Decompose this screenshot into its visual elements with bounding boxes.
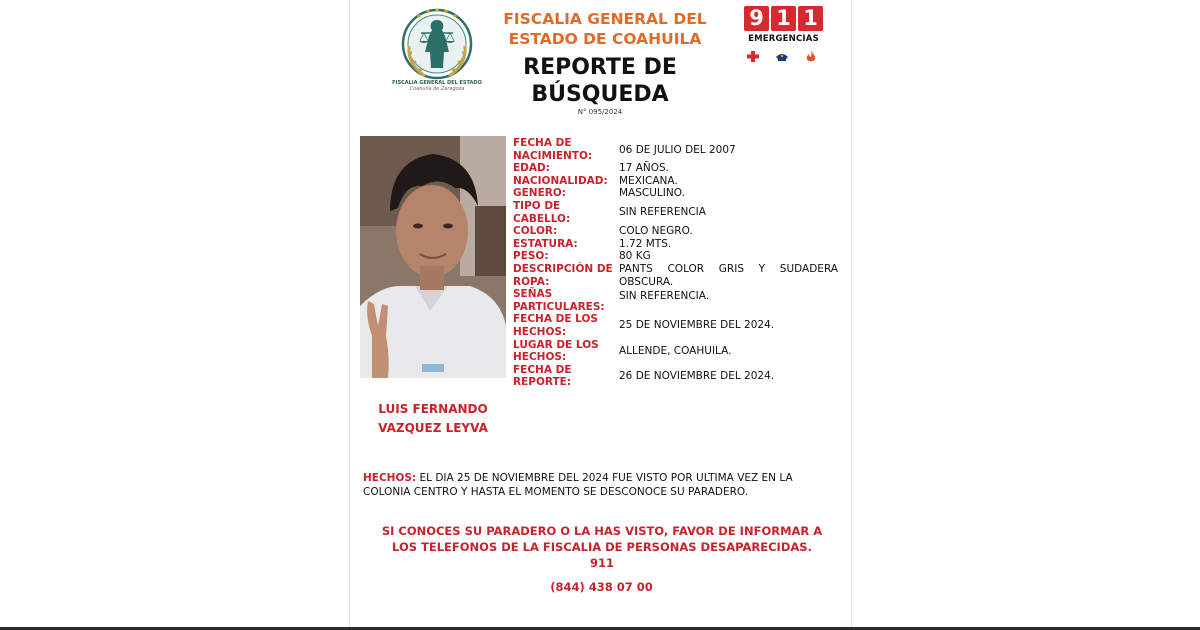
report-title-line1: REPORTE DE: [523, 55, 677, 80]
emergency-icons: [744, 47, 820, 58]
detail-label: DESCRIPCIÓN DE ROPA:: [513, 262, 613, 288]
detail-row-report-date: [513, 364, 838, 389]
detail-row-nationality: [513, 175, 838, 188]
detail-value: MEXICANA.: [619, 174, 678, 187]
missing-person-flyer: [349, 0, 852, 630]
detail-label: GENERO:: [513, 187, 566, 200]
person-details: [513, 137, 838, 389]
contact-appeal: [362, 523, 842, 571]
detail-value: ALLENDE, COAHUILA.: [619, 344, 732, 357]
detail-value: 80 KG: [619, 250, 651, 263]
facts-paragraph: [363, 471, 843, 499]
person-photo: [360, 136, 506, 378]
person-name-line1: LUIS FERNANDO: [378, 402, 488, 416]
report-title-line2: BÚSQUEDA: [531, 82, 669, 107]
detail-value: 25 DE NOVIEMBRE DEL 2024.: [619, 319, 775, 332]
detail-label: FECHA DE REPORTE:: [513, 363, 572, 389]
agency-name-line1: FISCALIA GENERAL DEL: [503, 10, 707, 28]
person-name: [350, 400, 516, 438]
report-title: [500, 54, 700, 108]
detail-row-gender: [513, 187, 838, 200]
detail-label: FECHA DE LOS HECHOS:: [513, 313, 598, 338]
detail-row-clothing: [513, 263, 838, 288]
detail-label: SEÑAS PARTICULARES:: [513, 288, 605, 313]
emergency-digits: [744, 6, 824, 31]
detail-label: NACIONALIDAD:: [513, 174, 608, 187]
agency-name-line2: ESTADO DE COAHUILA: [508, 30, 702, 48]
detail-row-event-place: [513, 339, 838, 364]
detail-label: PESO:: [513, 250, 549, 263]
detail-value: 1.72 MTS.: [619, 237, 672, 250]
detail-row-height: [513, 238, 838, 251]
detail-value: 17 AÑOS.: [619, 162, 670, 175]
appeal-line3: 911: [589, 556, 614, 570]
agency-name: [480, 9, 730, 49]
detail-row-hair-type: [513, 200, 838, 225]
facts-text: EL DIA 25 DE NOVIEMBRE DEL 2024 FUE VISTO POR ULTIMA VEZ EN LA COLONIA CENTRO Y HASTA EL MOMENTO SE DESCONOCE SU PARADERO.: [363, 472, 793, 498]
contact-phone: (844) 438 07 00: [550, 580, 653, 594]
seal-caption: [382, 80, 492, 92]
emergency-911-logo: [744, 6, 824, 66]
detail-label: FECHA DE NACIMIENTO:: [513, 137, 593, 162]
detail-row-color: [513, 225, 838, 238]
medical-cross-icon: [746, 47, 760, 58]
detail-row-birth-date: [513, 137, 838, 162]
detail-value: 06 DE JULIO DEL 2007: [619, 144, 736, 156]
detail-value: MASCULINO.: [619, 187, 685, 200]
appeal-line1: SI CONOCES SU PARADERO O LA HAS VISTO, FAVOR DE INFORMAR A: [381, 524, 823, 538]
detail-value: COLO NEGRO.: [619, 225, 693, 238]
seal-caption-title: FISCALIA GENERAL DEL ESTADO: [392, 80, 482, 86]
emergency-label: EMERGENCIAS: [748, 34, 819, 44]
detail-row-marks: [513, 288, 838, 313]
detail-label: LUGAR DE LOS HECHOS:: [513, 338, 599, 364]
detail-label: ESTATURA:: [513, 237, 578, 250]
facts-label: HECHOS:: [363, 472, 417, 484]
detail-value: PANTS COLOR GRIS Y SUDADERA OBSCURA.: [619, 262, 838, 288]
fire-icon: [804, 47, 818, 58]
emergency-digit: 1: [798, 6, 823, 31]
appeal-line2: LOS TELEFONOS DE LA FISCALIA DE PERSONAS DESAPARECIDAS.: [392, 540, 812, 554]
detail-value: 26 DE NOVIEMBRE DEL 2024.: [619, 369, 775, 382]
detail-row-age: [513, 162, 838, 175]
emergency-digit: 9: [744, 6, 769, 31]
report-number: N° 095/2024: [577, 108, 623, 116]
detail-value: SIN REFERENCIA.: [619, 290, 710, 303]
detail-label: EDAD:: [513, 162, 550, 175]
emergency-digit: 1: [771, 6, 796, 31]
detail-row-weight: [513, 250, 838, 263]
police-cap-icon: [775, 47, 789, 58]
detail-label: TIPO DE CABELLO:: [513, 199, 571, 225]
person-name-line2: VAZQUEZ LEYVA: [378, 421, 488, 435]
detail-value: SIN REFERENCIA: [619, 205, 706, 218]
seal-caption-subtitle: Coahuila de Zaragoza: [409, 86, 465, 92]
detail-label: COLOR:: [513, 225, 558, 238]
detail-row-event-date: [513, 313, 838, 338]
